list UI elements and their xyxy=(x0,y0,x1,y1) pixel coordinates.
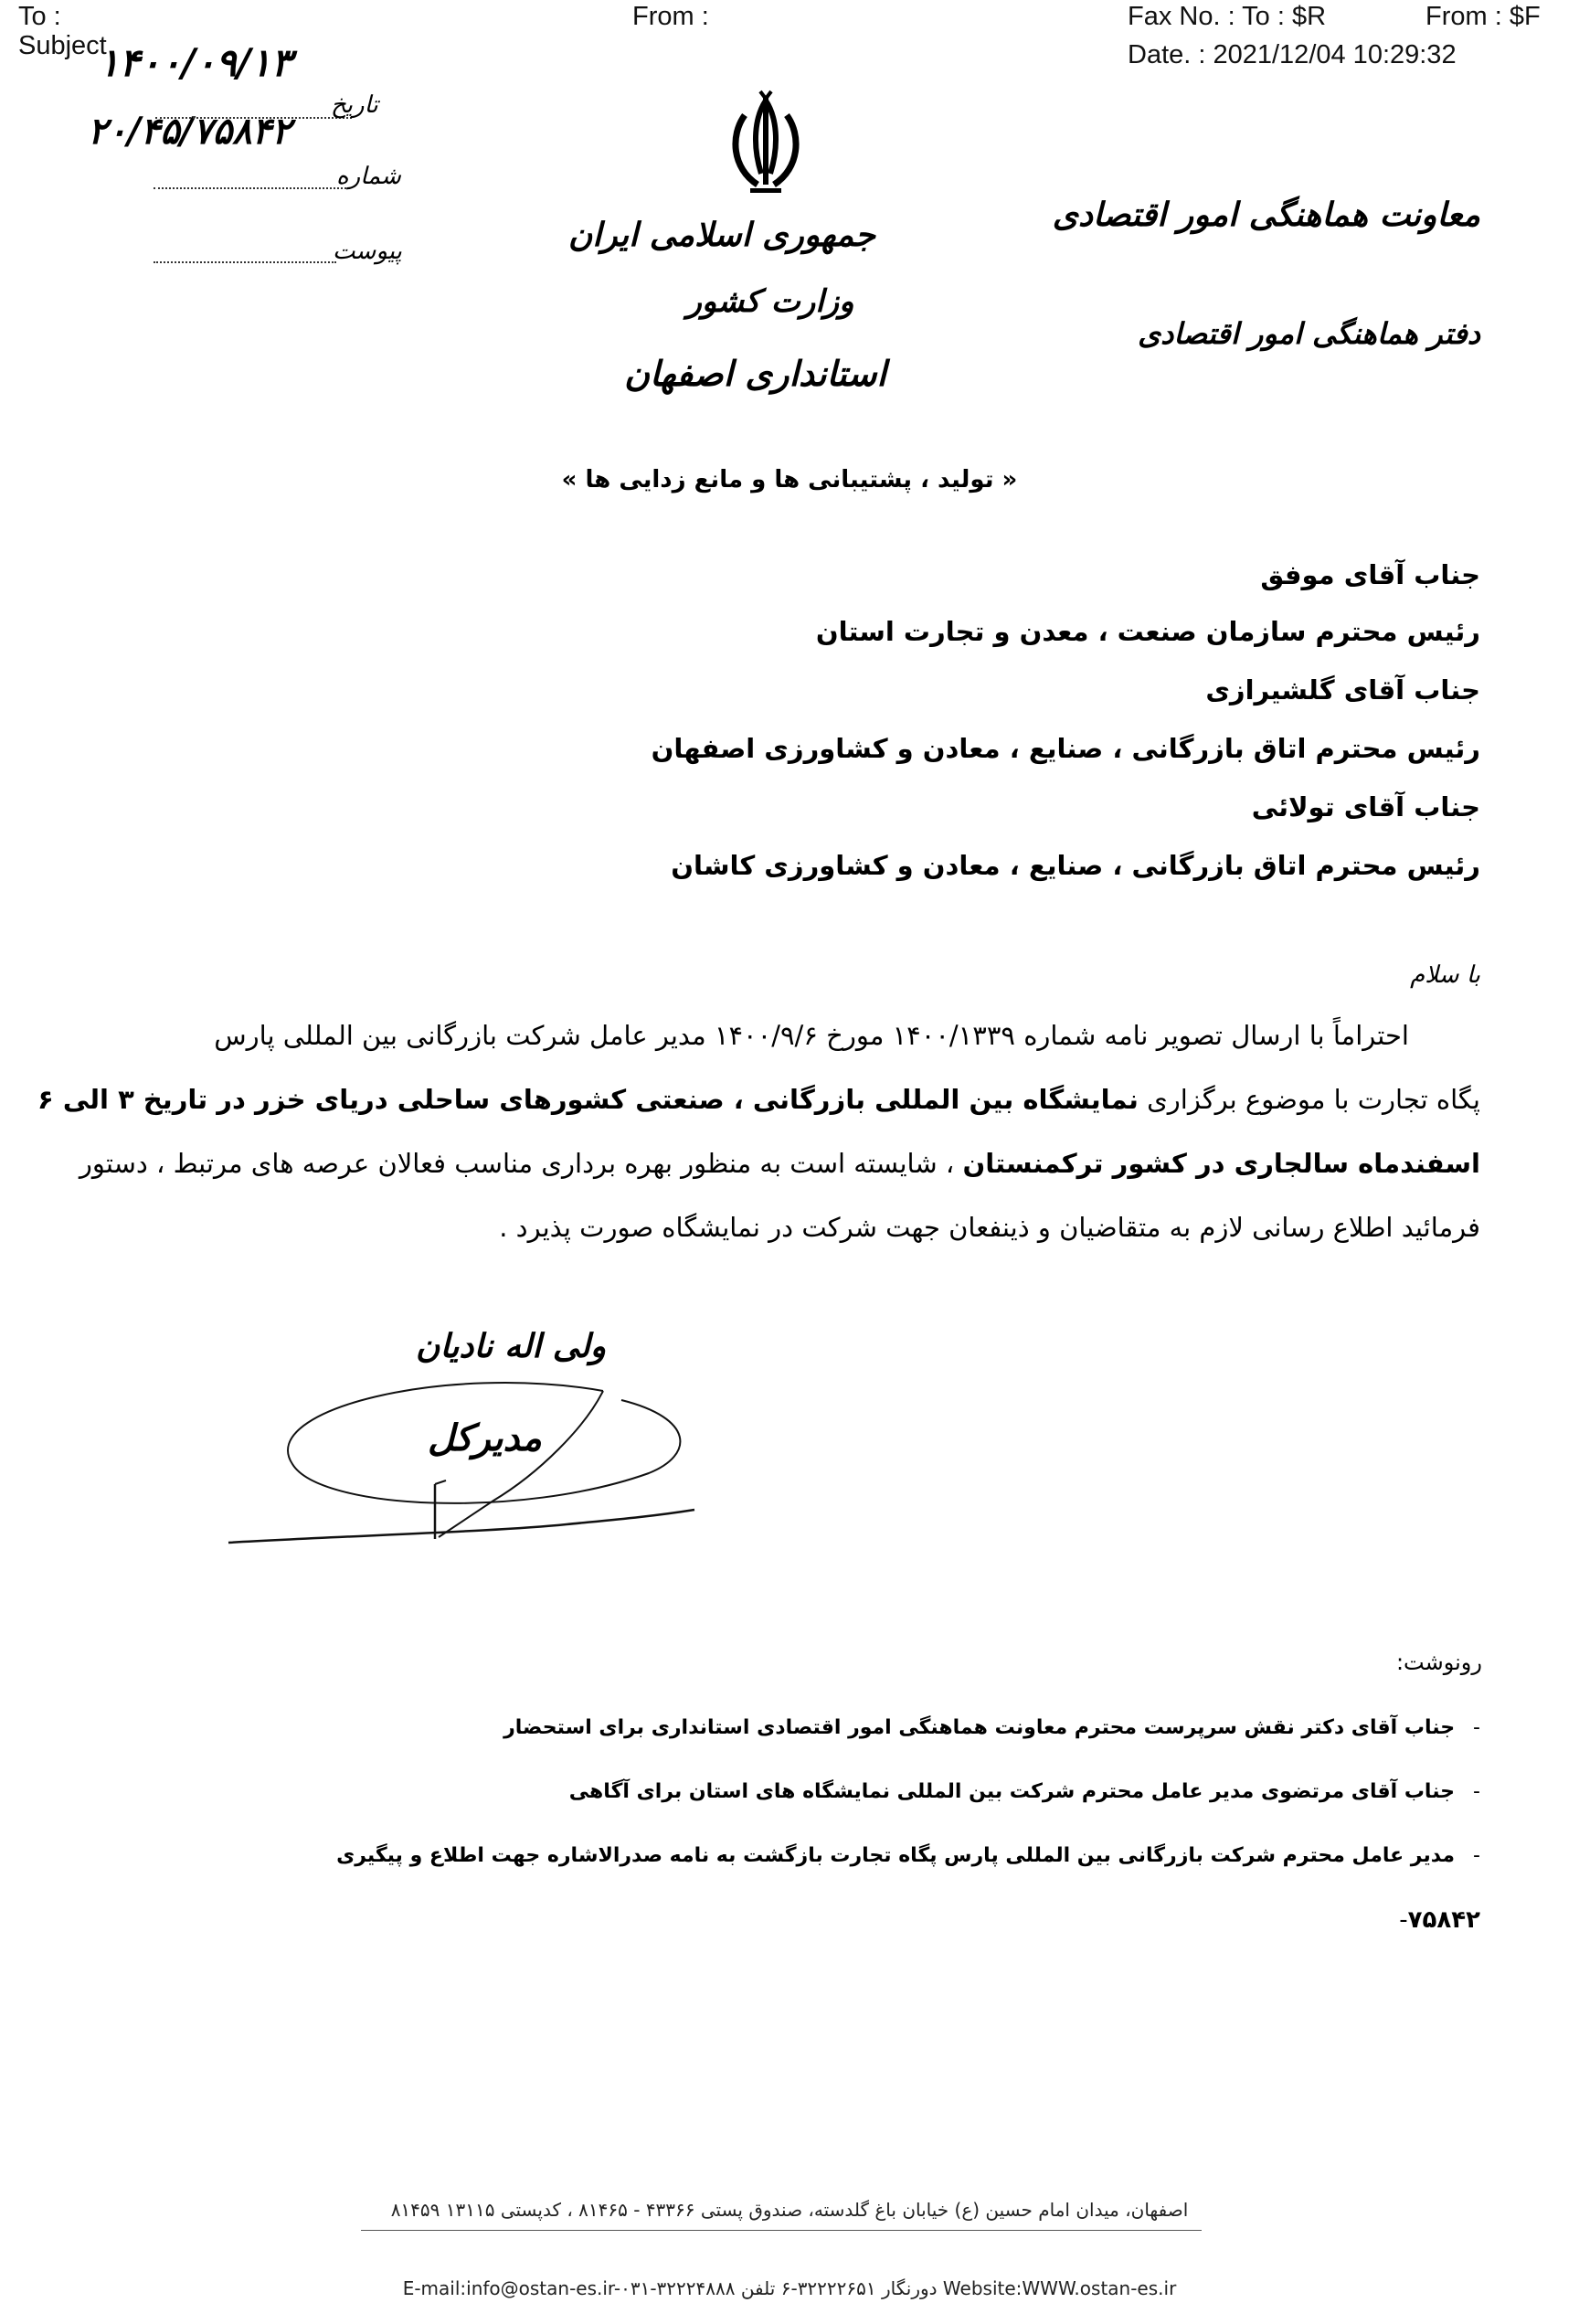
addressee-line: جناب آقای موفق xyxy=(1260,559,1480,590)
letter-number-handwritten: ۲۰/۴۵/۷۵۸۴۲ xyxy=(88,110,291,153)
cc-item: -۷۵۸۴۲ xyxy=(1399,1906,1480,1934)
letter-date-handwritten: ۱۴۰۰/۰۹/۱۳ xyxy=(99,40,292,85)
addressee-line: جناب آقای گلشیرازی xyxy=(1205,674,1480,706)
letterhead-ministry: وزارت کشور xyxy=(686,283,854,320)
addressee-line: رئیس محترم اتاق بازرگانی ، صنایع ، معادن و کشاورزی کاشان xyxy=(671,850,1480,881)
fax-number: Fax No. : To : $R xyxy=(1128,2,1327,31)
fax-from-right: From : $F xyxy=(1425,2,1541,31)
footer-address: اصفهان، میدان امام حسین (ع) خیابان باغ گلدسته، صندوق پستی ۴۳۳۶۶ - ۸۱۴۶۵ ، کدپستی ۱۳۱۱۵ ۸۱۴۵۹ xyxy=(390,2199,1189,2221)
body-line-4: فرمائید اطلاع رسانی لازم به متقاضیان و ذینفعان جهت شرکت در نمایشگاه صورت پذیرد . xyxy=(499,1212,1480,1243)
fax-from-label: From : xyxy=(632,2,709,31)
number-label: شماره xyxy=(336,163,401,190)
department-line-2: دفتر هماهنگی امور اقتصادی xyxy=(1138,316,1480,351)
cc-label: رونوشت: xyxy=(1395,1650,1482,1675)
cc-item: -مدیر عامل محترم شرکت بازرگانی بین المللی پارس پگاه تجارت بازگشت به نامه صدرالاشاره جهت اطلاع و پیگیری xyxy=(336,1844,1480,1867)
addressee-line: جناب آقای تولائی xyxy=(1251,791,1480,822)
body-line-2: پگاه تجارت با موضوع برگزاری نمایشگاه بین المللی بازرگانی ، صنعتی کشورهای ساحلی دریای خزر در تاریخ ۳ الی ۶ xyxy=(37,1084,1480,1115)
addressee-line: رئیس محترم اتاق بازرگانی ، صنایع ، معادن و کشاورزی اصفهان xyxy=(651,733,1480,764)
cc-item: -جناب آقای مرتضوی مدیر عامل محترم شرکت بین المللی نمایشگاه های استان برای آگاهی xyxy=(568,1780,1480,1803)
letterhead-province: استانداری اصفهان xyxy=(624,353,886,394)
footer-contact: E-mail:info@ostan-es.ir-۰۳۱-۳۲۲۲۴۸۸۸ دورنگار ۳۲۲۲۲۶۵۱-۶ تلفن Website:WWW.ostan-es.ir xyxy=(402,2277,1177,2299)
attachment-dotted-line xyxy=(154,261,336,263)
signature-name: ولی اله نادیان xyxy=(416,1327,607,1365)
footer-divider xyxy=(361,2230,1202,2231)
addressee-line: رئیس محترم سازمان صنعت ، معدن و تجارت استان xyxy=(815,616,1480,647)
cc-item: -جناب آقای دکتر نقش سرپرست محترم معاونت هماهنگی امور اقتصادی استانداری برای استحضار xyxy=(503,1716,1480,1739)
attachment-label: پیوست xyxy=(333,238,402,265)
signature-block xyxy=(219,1327,731,1574)
greeting: با سلام xyxy=(1410,961,1480,989)
date-dotted-line xyxy=(155,117,352,119)
fax-subject-label: Subject xyxy=(18,31,107,60)
letterhead-country: جمهوری اسلامی ایران xyxy=(567,216,875,254)
slogan: « تولید ، پشتیبانی ها و مانع زدایی ها » xyxy=(561,466,1018,493)
fax-to-label: To : xyxy=(18,2,61,31)
number-dotted-line xyxy=(154,187,350,189)
signature-scribble-icon xyxy=(219,1327,731,1574)
department-line-1: معاونت هماهنگی امور اقتصادی xyxy=(1052,196,1480,234)
fax-date: Date. : 2021/12/04 10:29:32 xyxy=(1128,40,1457,69)
body-line-1: احتراماً با ارسال تصویر نامه شماره ۱۴۰۰/۱۳۳۹ مورخ ۱۴۰۰/۹/۶ مدیر عامل شرکت بازرگانی بین المللی پارس xyxy=(214,1020,1409,1051)
iran-emblem-icon xyxy=(725,90,807,204)
body-line-3: اسفندماه سالجاری در کشور ترکمنستان ، شایسته است به منظور بهره برداری مناسب فعالان عرصه های مرتبط ، دستور xyxy=(79,1148,1480,1179)
date-label: تاریخ xyxy=(331,91,378,119)
signature-title: مدیرکل xyxy=(428,1417,542,1459)
